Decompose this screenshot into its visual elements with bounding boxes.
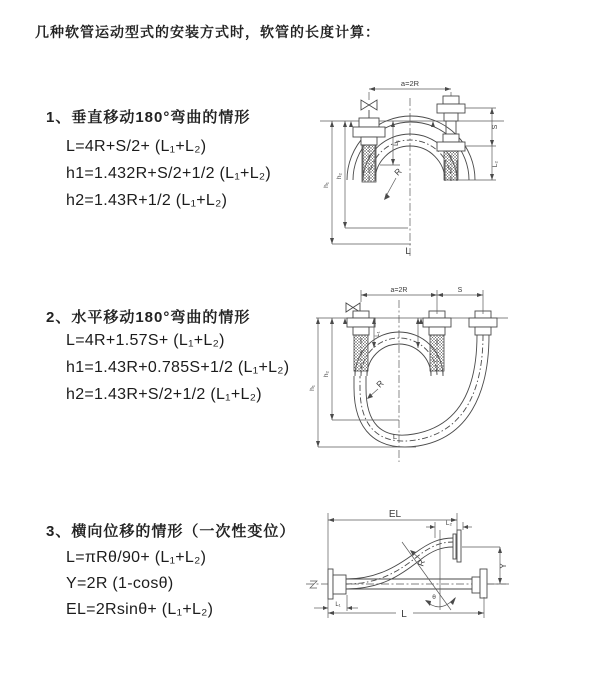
braided-hose-section xyxy=(362,145,376,182)
diagram-lateral-displacement xyxy=(300,498,600,650)
formula-line: h1=1.43R+0.785S+1/2 (L₁+L₂) xyxy=(66,359,290,376)
right-flange-assembly xyxy=(437,92,465,180)
dim-label-el: EL xyxy=(388,509,402,520)
formula-line: L=4R+S/2+ (L₁+L₂) xyxy=(66,138,207,155)
upper-right-flange xyxy=(453,530,461,562)
centerline-mark xyxy=(310,581,317,588)
page-title: 几种软管运动型式的安装方式时，软管的长度计算： xyxy=(35,24,380,40)
formula-line: h2=1.43R+S/2+1/2 (L₁+L₂) xyxy=(66,386,262,403)
formula-line: h2=1.43R+1/2 (L₁+L₂) xyxy=(66,192,228,209)
dimension-s xyxy=(437,287,483,297)
dim-label-l: L xyxy=(405,246,411,257)
dim-label-r: R xyxy=(415,558,427,568)
diagram-horizontal-bend xyxy=(308,276,598,468)
dim-label-l2: L₂ xyxy=(445,520,453,527)
dimension-a2r xyxy=(361,287,483,314)
middle-flange-assembly xyxy=(423,311,451,371)
dim-label-l1: L₁ xyxy=(375,331,381,337)
hose-displaced xyxy=(354,335,489,447)
dim-label-h1: h₁ xyxy=(323,182,330,188)
formula-line: h1=1.432R+S/2+1/2 (L₁+L₂) xyxy=(66,165,272,182)
dimension-l1 xyxy=(314,595,358,611)
right-flange-assembly xyxy=(469,311,497,335)
dimension-h2 xyxy=(336,121,435,228)
formula-line: EL=2Rsinθ+ (L₁+L₂) xyxy=(66,601,214,618)
diagram-vertical-bend xyxy=(308,70,598,262)
formula-line: L=4R+1.57S+ (L₁+L₂) xyxy=(66,332,225,349)
valve-icon xyxy=(361,92,377,118)
dim-label-s: S xyxy=(492,124,499,130)
dim-label-l: L xyxy=(401,609,407,620)
dimension-a2r xyxy=(369,79,451,91)
braided-hose-section xyxy=(430,335,444,371)
dimension-l2 xyxy=(426,520,472,538)
dim-label-y: Y xyxy=(499,563,508,569)
dim-label-r: R xyxy=(392,166,404,178)
braided-hose-section xyxy=(444,151,458,180)
dim-label-a2r: a=2R xyxy=(400,79,420,88)
dimension-el xyxy=(328,509,457,618)
lower-right-flange xyxy=(472,569,487,598)
left-flange-assembly xyxy=(347,311,375,371)
dim-label-l1: L₁ xyxy=(335,602,341,608)
dim-label-theta: θ xyxy=(432,594,436,601)
section-2-heading: 2、水平移动180°弯曲的情形 xyxy=(46,309,251,326)
angle-construction xyxy=(402,530,456,610)
dim-label-a2r: a=2R xyxy=(390,287,408,294)
left-flange xyxy=(328,569,346,599)
radius-label xyxy=(384,166,404,200)
dim-label-h2: h₂ xyxy=(336,172,343,180)
braided-hose-section xyxy=(354,335,368,371)
radius-label xyxy=(367,378,386,399)
radius-label xyxy=(410,550,427,568)
dim-label-h2: h₂ xyxy=(323,370,330,378)
dim-label-h1: h₁ xyxy=(309,385,316,391)
hose-s-curve xyxy=(346,538,453,589)
section-1-heading: 1、垂直移动180°弯曲的情形 xyxy=(46,109,251,126)
dim-label-l2: L₂ xyxy=(492,160,499,168)
dim-label-l: L xyxy=(392,432,398,441)
section-3-heading: 3、横向位移的情形（一次性变位） xyxy=(46,523,296,540)
formula-line: Y=2R (1-cosθ) xyxy=(66,575,174,592)
dim-label-s: S xyxy=(457,287,463,294)
left-flange-assembly xyxy=(353,92,385,182)
dim-label-r: R xyxy=(374,378,386,390)
formula-line: L=πRθ/90+ (L₁+L₂) xyxy=(66,549,207,566)
dim-label-l1: L₁ xyxy=(393,140,400,146)
